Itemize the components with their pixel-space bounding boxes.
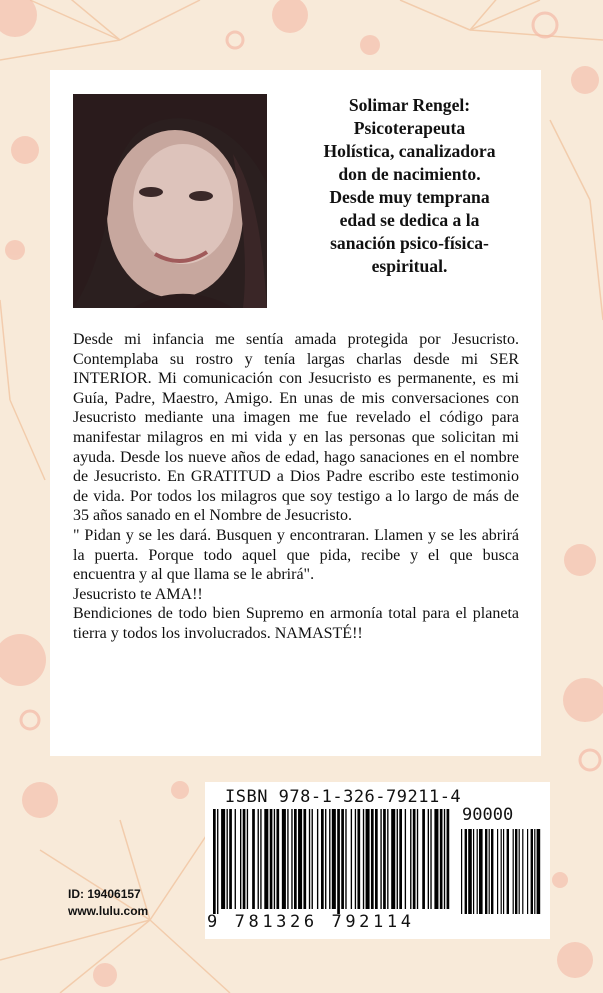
barcode-bar: [217, 809, 218, 914]
barcode-addon-bar: [515, 829, 517, 914]
barcode-addon-bar: [473, 829, 474, 914]
barcode-addon-bar: [461, 829, 462, 914]
barcode-bar: [428, 809, 429, 909]
barcode-bar: [375, 809, 378, 909]
author-bio-headline: Solimar Rengel: Psicoterapeuta Holística, canalizadora don de nacimiento. Desde muy temprana edad se dedica a la sanación psico-física- espiritual.: [323, 95, 496, 276]
barcode-bar: [303, 809, 306, 909]
testimony-paragraph: Bendiciones de todo bien Supremo en armonía total para el planeta tierra y todos los involucrados. NAMASTÉ!!: [73, 605, 519, 642]
barcode-addon-bar: [485, 829, 487, 914]
isbn-barcode: [205, 782, 550, 939]
barcode-bar: [380, 809, 381, 909]
barcode-bar: [440, 809, 443, 909]
publisher-url: www.lulu.com: [68, 904, 149, 918]
barcode-bar: [270, 809, 273, 909]
testimony-paragraph: " Pidan y se les dará. Busquen y encontraran. Llamen y se les abrirá la puerta. Porque todo aquel que pida, recibe y el que busca encuentra y al que llama se le abrirá".: [73, 526, 519, 584]
barcode-bar: [366, 809, 370, 909]
barcode-bar: [434, 809, 438, 909]
barcode-bar: [387, 809, 388, 909]
barcode-bar: [287, 809, 288, 909]
barcode-bar: [274, 809, 275, 909]
barcode-addon-bar: [507, 829, 509, 914]
barcode-addon-bar: [537, 829, 541, 914]
barcode-bar: [312, 809, 313, 909]
barcode-bar: [298, 809, 302, 909]
testimony-paragraph: Jesucristo te AMA!!: [73, 585, 203, 603]
barcode-bar: [447, 809, 450, 909]
barcode-bar: [405, 809, 406, 909]
barcode-bar: [243, 809, 246, 909]
barcode-bar: [383, 809, 386, 909]
barcode-bar: [399, 809, 402, 909]
barcode-bar: [309, 809, 310, 909]
barcode-bar: [260, 809, 261, 909]
barcode-bar: [355, 809, 356, 909]
barcode-bar: [422, 809, 425, 909]
barcode-bar: [430, 809, 431, 909]
barcode-bar: [291, 809, 292, 909]
barcode-addon-bar: [527, 829, 528, 914]
barcode-addon-bar: [489, 829, 490, 914]
barcode-bar: [363, 809, 364, 909]
barcode-addon-bar: [468, 829, 472, 914]
barcode-bar: [321, 809, 324, 909]
price-code: 90000: [462, 805, 514, 825]
barcode-bar: [264, 809, 268, 909]
barcode-bar: [276, 809, 279, 909]
barcode-addon-bar: [513, 829, 514, 914]
barcode-bar: [282, 809, 286, 909]
barcode-addon-bar: [534, 829, 535, 914]
barcode-bar: [258, 809, 259, 909]
barcode-bar: [247, 809, 248, 909]
isbn-number: ISBN 978-1-326-79211-4: [225, 787, 462, 807]
barcode-addon-bar: [491, 829, 493, 914]
barcode-bar: [229, 809, 232, 909]
barcode-bar: [294, 809, 297, 909]
barcode-bar: [325, 809, 326, 909]
barcode-addon-bar: [503, 829, 504, 914]
barcode-bar: [391, 809, 395, 909]
author-photo: [73, 94, 267, 308]
barcode-addon-bar: [465, 829, 467, 914]
barcode-bar: [341, 809, 344, 909]
barcode-bar: [410, 809, 411, 909]
back-cover-card: [50, 70, 541, 756]
barcode-bar: [213, 809, 216, 914]
barcode-addon-bar: [501, 829, 502, 914]
barcode-bar: [227, 809, 228, 909]
barcode-addon-bar: [522, 829, 523, 914]
barcode-bar: [371, 809, 374, 909]
barcode-bar: [221, 809, 225, 909]
barcode-bar: [240, 809, 241, 909]
barcode-bar: [252, 809, 255, 909]
barcode-bar: [337, 809, 340, 914]
ean-digits: 9 781326 792114: [207, 912, 415, 932]
testimony-text: [73, 330, 519, 644]
barcode-bar: [444, 809, 445, 909]
barcode-addon-bar: [497, 829, 498, 914]
barcode-bar: [345, 809, 346, 909]
barcode-bar: [317, 809, 318, 909]
barcode-addon-bar: [477, 829, 478, 914]
publisher-id: ID: 19406157: [68, 887, 141, 901]
barcode-bar: [357, 809, 360, 909]
barcode-bar: [417, 809, 418, 909]
barcode-addon-bar: [531, 829, 533, 914]
barcode-bar: [235, 809, 236, 909]
testimony-paragraph: Desde mi infancia me sentía amada protegida por Jesucristo. Contemplaba su rostro y tenía largas charlas desde mi SER INTERIOR. Mi comunicación con Jesucristo es permanente, es mi Guía, Padre, Maestro, Amigo. En unas de mis conversaciones con Jesucristo mediante una imagen me fue revelado el código para manifestar milagros en mi vida y en las personas que solicitan mi ayuda. Desde los nueve años de edad, hago sanaciones en el nombre de Jesucristo. En GRATITUD a Dios Padre escribo este testimonio de vida. Por todos los milagros que soy testigo a lo largo de más de 35 años sanado en el Nombre de Jesucristo.: [73, 331, 519, 525]
barcode-addon-bar: [479, 829, 483, 914]
barcode-bar: [413, 809, 416, 909]
barcode-bar: [397, 809, 398, 909]
barcode-addon-bar: [519, 829, 520, 914]
barcode-bar: [329, 809, 330, 909]
barcode-bar: [332, 809, 336, 909]
barcode-bar: [351, 809, 352, 909]
